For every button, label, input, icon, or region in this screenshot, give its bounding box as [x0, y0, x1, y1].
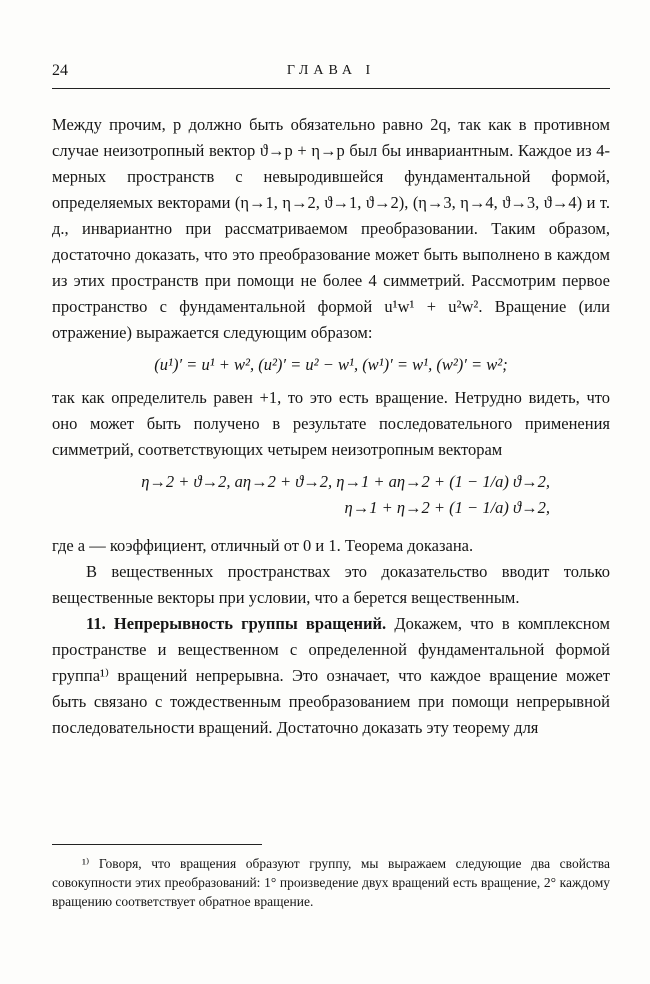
- rotation-equation: (u¹)′ = u¹ + w², (u²)′ = u² − w¹, (w¹)′ = w¹, (w²)′ = w²;: [154, 355, 508, 374]
- paragraph-determinant: так как определитель равен +1, то это есть вращение. Нетрудно видеть, что оно может быть получено в результате последовательного применения симметрий, соответствующих четырем неизотропным векторам: [52, 388, 610, 459]
- section-11: [52, 611, 610, 741]
- vectors-line-1: η→2 + ϑ→2, aη→2 + ϑ→2, η→1 + aη→2 + (1 − 1/a) ϑ→2,: [141, 472, 550, 491]
- section-text: Докажем, что в комплексном пространстве и вещественном с определенной фундаментальной формой группа¹⁾ вращений непрерывна. Это означает, что каждое вращение может быть связано с тождественным преобразованием при помощи непрерывной последовательности вращений. Достаточно доказать эту теорему для: [52, 614, 610, 737]
- paragraph-coefficient: где a — коэффициент, отличный от 0 и 1. Теорема доказана.: [52, 536, 474, 555]
- section-title: 11. Непрерывность группы вращений.: [86, 614, 387, 633]
- vectors-line-2: η→1 + η→2 + (1 − 1/a) ϑ→2,: [344, 498, 550, 517]
- main-text: [52, 112, 610, 741]
- paragraph-real-spaces: В вещественных пространствах это доказательство вводит только вещественные векторы при условии, что a берется вещественным.: [52, 562, 610, 607]
- footnote: ¹⁾ Говоря, что вращения образуют группу, мы выражаем следующие два свойства совокупности этих преобразований: 1° произведение двух вращений есть вращение, 2° каждому вращению соответствует обратное вращение.: [52, 856, 610, 909]
- paragraph-intro: Между прочим, p должно быть обязательно равно 2q, так как в противном случае неизотропный вектор ϑ→p + η→p был бы инвариантным. Каждое из 4-мерных пространств с невыродившейся фундаментальной формой, определяемых векторами (η→1, η→2, ϑ→1, ϑ→2), (η→3, η→4, ϑ→3, ϑ→4) и т. д., инвариантно при рассматриваемом преобразовании. Таким образом, достаточно доказать, что это преобразование может быть выполнено в каждом из этих пространств при помощи не более 4 симметрий. Рассмотрим первое пространство с фундаментальной формой u¹w¹ + u²w². Вращение (или отражение) выражается следующим образом:: [52, 115, 610, 342]
- page-header: [52, 62, 610, 89]
- footnote-divider: [52, 844, 262, 845]
- chapter-title: ГЛАВА I: [286, 63, 376, 78]
- page-number: 24: [52, 62, 68, 79]
